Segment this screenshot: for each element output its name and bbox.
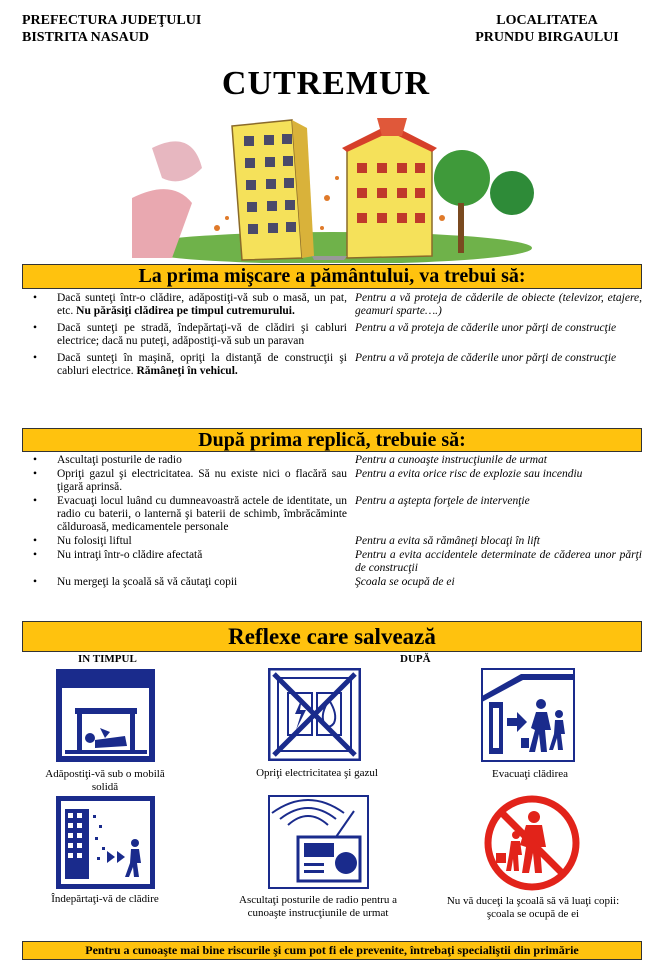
section2-heading: După prima replică, trebuie să: [22,428,642,452]
list-item [22,468,642,494]
switch-off-gas-electricity-icon [268,668,361,761]
prefecture-header [22,12,201,46]
action-text: Dacă sunteţi în maşină, opriţi la distanţă de construcţii şi cabluri electrice. [57,352,347,377]
reason-text: Pentru a evita accidentele determinate de căderea unor părţi de construcţii [355,549,642,574]
evacuate-building-icon [481,668,575,762]
list-item [22,292,642,318]
action-emphasis: Rămâneţi în vehicul. [136,365,238,377]
list-item [22,535,642,548]
list-item [22,454,642,467]
radio-icon [268,795,369,889]
evacuate-caption: Evacuaţi clădirea [491,768,569,780]
earthquake-illustration [132,108,537,263]
reason-text: Pentru a vă proteja de căderile unor părţi de construcţie [355,352,617,364]
section3-heading: Reflexe care salvează [22,621,642,652]
action-text: • Nu mergeţi la şcoală să vă căutaţi copii [22,576,347,589]
reason-text: Pentru a aştepta forţele de intervenţie [355,495,530,507]
section1-heading: La prima mişcare a pământului, va trebui să: [22,264,642,289]
move-away-caption: Îndepărtaţi-vă de clădire [51,893,159,905]
list-item [22,352,642,378]
no-school-pickup-icon [484,795,580,891]
action-text: Dacă sunteţi într-o clădire, adăpostiţi-vă sub o masă, un pat, etc. [57,292,347,317]
reason-text: Pentru a vă proteja de căderile de obiecte (televizor, etajere, geamuri sparte….) [355,292,642,317]
prefecture-line2: BISTRITA NASAUD [22,30,149,45]
reason-text: Pentru a evita să rămâneţi blocaţi în lift [355,535,540,547]
move-away-from-building-icon [55,795,156,890]
locality-header [462,12,632,46]
footer-note: Pentru a cunoaşte mai bine riscurile şi cum pot fi ele prevenite, întrebaţi specialiştii din primărie [22,941,642,960]
locality-line1: LOCALITATEA [496,13,598,28]
action-text: • Nu intraţi într-o clădire afectată [22,549,347,575]
action-text: • Evacuaţi locul luând cu dumneavoastră actele de identitate, un radio cu baterii, o lanternă şi baterii de schimb, îmbrăcăminte călduroasă, medicamentele personale [22,495,347,534]
list-item [22,576,642,589]
radio-caption: Ascultaţi posturile de radio pentru a cunoaşte instrucţiunile de urmat [239,894,397,919]
list-item [22,495,642,534]
locality-line2: PRUNDU BIRGAULUI [475,30,619,45]
after-label: DUPĂ [400,653,431,665]
reason-text: Pentru a cunoaşte instrucţiunile de urmat [355,454,547,466]
during-label: IN TIMPUL [78,653,137,665]
section1-list [22,292,642,382]
switch-off-caption: Opriţi electricitatea şi gazul [256,767,378,779]
action-emphasis: Nu părăsiţi clădirea pe timpul cutremurului. [76,305,295,317]
reason-text: Pentru a vă proteja de căderile unor părţi de construcţie [355,322,617,334]
prefecture-line1: PREFECTURA JUDEŢULUI [22,13,202,28]
action-text: • Ascultaţi posturile de radio [22,454,347,467]
no-school-caption: Nu vă duceţi la şcoală să vă luaţi copii: şcoala se ocupă de ei [446,895,620,920]
reason-text: Pentru a evita orice risc de explozie sau incendiu [355,468,583,480]
shelter-under-table-icon [55,668,156,763]
action-text: Dacă sunteţi pe stradă, îndepărtaţi-vă de clădiri şi cabluri electrice; dacă nu puteţi, adăpostiţi-vă sub un paravan [57,322,347,347]
page-title: CUTREMUR [221,65,431,102]
action-text: • Nu folosiţi liftul [22,535,347,548]
list-item [22,322,642,348]
shelter-caption: Adăpostiţi-vă sub o mobilă solidă [45,768,165,793]
action-text: • Opriţi gazul şi electricitatea. Să nu existe nici o flacără sau ţigară aprinsă. [22,468,347,494]
section2-list [22,454,642,590]
reason-text: Şcoala se ocupă de ei [355,576,455,588]
list-item [22,549,642,575]
